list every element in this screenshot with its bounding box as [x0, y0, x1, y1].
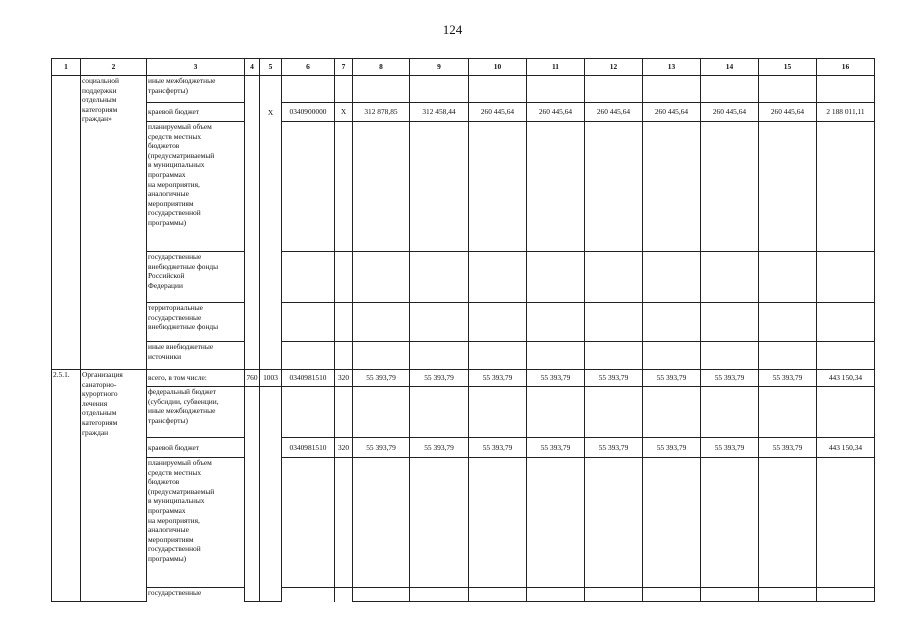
budget-table — [51, 58, 875, 602]
value-cell: 55 393,79 — [469, 438, 527, 458]
kvr-code: Х — [335, 103, 353, 122]
section-code: 1003 — [260, 370, 282, 387]
value-cell: 55 393,79 — [469, 370, 527, 387]
col-header: 3 — [147, 59, 245, 76]
kvr-code: 320 — [335, 370, 353, 387]
kbk-code: 0340981510 — [282, 370, 335, 387]
value-cell: 55 393,79 — [353, 438, 410, 458]
item-name: социальной поддержки отдельным категориям граждан» — [81, 76, 147, 370]
col-header: 5 — [260, 59, 282, 76]
col-header: 15 — [759, 59, 817, 76]
funding-source: иные внебюджетные источники — [147, 342, 245, 370]
kvr-code: 320 — [335, 438, 353, 458]
funding-source: всего, в том числе: — [147, 370, 245, 387]
value-cell: 55 393,79 — [701, 438, 759, 458]
table-row — [52, 103, 875, 122]
funding-source: иные межбюджетные трансферты) — [147, 76, 245, 103]
col-header: 2 — [81, 59, 147, 76]
value-cell: 55 393,79 — [643, 438, 701, 458]
value-cell: 55 393,79 — [353, 370, 410, 387]
cell-c4 — [245, 76, 260, 370]
value-cell: 55 393,79 — [527, 438, 585, 458]
table-row — [52, 588, 875, 602]
value-total: 2 188 011,11 — [817, 103, 875, 122]
funding-source: государственные — [147, 588, 245, 602]
cell-c4 — [245, 387, 260, 602]
value-cell: 55 393,79 — [759, 438, 817, 458]
value-cell: 260 445,64 — [527, 103, 585, 122]
table-row — [52, 252, 875, 303]
funding-source: территориальные государственные внебюджетные фонды — [147, 303, 245, 342]
value-total: 443 150,34 — [817, 370, 875, 387]
col-header: 6 — [282, 59, 335, 76]
table-row — [52, 458, 875, 588]
funding-source: планируемый объем средств местных бюджетов (предусматриваемый в муниципальных программах на мероприятия, аналогичные мероприятиям государственной программы) — [147, 458, 245, 588]
table-row — [52, 303, 875, 342]
col-header: 9 — [410, 59, 469, 76]
table-row — [52, 438, 875, 458]
section-code: Х — [267, 108, 274, 117]
col-header: 16 — [817, 59, 875, 76]
kbk-code: 0340981510 — [282, 438, 335, 458]
value-cell: 260 445,64 — [643, 103, 701, 122]
col-header: 8 — [353, 59, 410, 76]
value-cell: 55 393,79 — [527, 370, 585, 387]
col-header: 10 — [469, 59, 527, 76]
col-header: 1 — [52, 59, 81, 76]
table-row — [52, 387, 875, 438]
value-cell: 55 393,79 — [643, 370, 701, 387]
kbk-code: 0340900000 — [282, 103, 335, 122]
col-header: 12 — [585, 59, 643, 76]
funding-source: краевой бюджет — [147, 438, 245, 458]
funding-source: планируемый объем средств местных бюджетов (предусматриваемый в муниципальных программах на мероприятия, аналогичные мероприятиям государственной программы) — [147, 122, 245, 252]
col-header: 13 — [643, 59, 701, 76]
table-row — [52, 122, 875, 252]
table-row — [52, 370, 875, 387]
col-header: 4 — [245, 59, 260, 76]
funding-source: федеральный бюджет (субсидии, субвенции, иные межбюджетные трансферты) — [147, 387, 245, 438]
cell-c5 — [260, 387, 282, 602]
value-cell: 260 445,64 — [759, 103, 817, 122]
ministry-code: 760 — [245, 370, 260, 387]
value-cell: 312 878,85 — [353, 103, 410, 122]
header-row — [52, 59, 875, 76]
funding-source: краевой бюджет — [147, 103, 245, 122]
value-total: 443 150,34 — [817, 438, 875, 458]
table-row — [52, 342, 875, 370]
value-cell: 55 393,79 — [410, 370, 469, 387]
funding-source: государственные внебюджетные фонды Российской Федерации — [147, 252, 245, 303]
item-code: 2.5.1. — [52, 370, 81, 602]
value-cell: 260 445,64 — [585, 103, 643, 122]
page-number: 124 — [442, 22, 463, 37]
table-row — [52, 76, 875, 103]
value-cell: 55 393,79 — [585, 438, 643, 458]
value-cell: 260 445,64 — [701, 103, 759, 122]
value-cell: 55 393,79 — [759, 370, 817, 387]
col-header: 7 — [335, 59, 353, 76]
value-cell: 55 393,79 — [701, 370, 759, 387]
item-name: Организация санаторно- курортного лечения отдельным категориям граждан — [81, 370, 147, 602]
col-header: 11 — [527, 59, 585, 76]
col-header: 14 — [701, 59, 759, 76]
value-cell: 55 393,79 — [585, 370, 643, 387]
value-cell: 312 458,44 — [410, 103, 469, 122]
value-cell: 55 393,79 — [410, 438, 469, 458]
item-code — [52, 76, 81, 370]
cell-c5 — [260, 76, 282, 370]
value-cell: 260 445,64 — [469, 103, 527, 122]
